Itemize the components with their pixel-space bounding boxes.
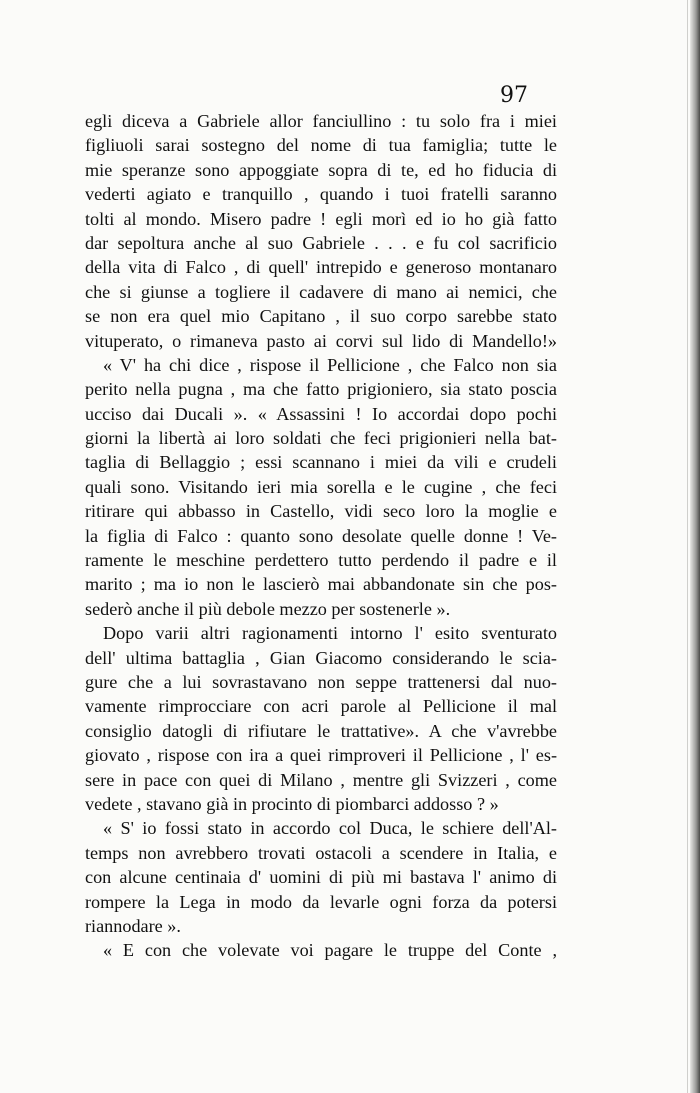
text-line: marito ; ma io non le lascierò mai abbandonate sin che pos- (85, 574, 557, 595)
text-line: ritirare qui abbasso in Castello, vidi seco loro la moglie e (85, 501, 557, 522)
text-line: vedete , stavano già in procinto di piombarci addosso ? » (85, 793, 499, 814)
text-line: dell' ultima battaglia , Gian Giacomo considerando le scia- (85, 647, 557, 668)
text-line: egli diceva a Gabriele allor fanciullino : tu solo fra i miei (85, 111, 557, 131)
text-line: se non era quel mio Capitano , il suo corpo sarebbe stato (85, 306, 557, 327)
text-line: che si giunse a togliere il cadavere di mano ai nemici, che (85, 281, 557, 302)
text-line: vederti agiato e tranquillo , quando i tuoi fratelli saranno (85, 184, 557, 205)
text-line: la figlia di Falco : quanto sono desolate quelle donne ! Ve- (85, 525, 557, 546)
text-line: perito nella pugna , ma che fatto prigioniero, sia stato poscia (85, 379, 557, 400)
text-line: sederò anche il più debole mezzo per sostenerle ». (85, 598, 451, 619)
text-line: giorni la libertà ai loro soldati che feci prigionieri nella bat- (85, 428, 557, 449)
text-line: ramente le meschine perdettero tutto perdendo il padre e il (85, 550, 557, 571)
text-line: gure che a lui sovrastavano non seppe trattenersi dal nuo- (85, 671, 557, 692)
text-line: vituperato, o rimaneva pasto ai corvi sul lido di Mandello!» (85, 330, 557, 351)
text-line: con alcune centinaia d' uomini di più mi bastava l' animo di (85, 867, 557, 888)
text-line: ucciso dai Ducali ». « Assassini ! Io accordai dopo pochi (85, 403, 557, 424)
text-line: temps non avrebbero trovati ostacoli a scendere in Italia, e (85, 842, 557, 863)
text-line: « E con che volevate voi pagare le truppe del Conte , (103, 940, 557, 961)
text-line: vamente rimprocciare con acri parole al Pellicione il mal (85, 696, 557, 717)
text-line: tolti al mondo. Misero padre ! egli morì ed io ho già fatto (85, 208, 557, 229)
text-line: dar sepoltura anche al suo Gabriele . . . e fu col sacrificio (85, 232, 557, 253)
text-line: Dopo varii altri ragionamenti intorno l' esito sventurato (103, 623, 557, 644)
page-edge-line (687, 0, 688, 1093)
text-line: sere in pace con quei di Milano , mentre gli Svizzeri , come (85, 769, 557, 790)
text-line: mie speranze sono appoggiate sopra di te, ed ho fiducia di (85, 159, 557, 180)
text-line: quali sono. Visitando ieri mia sorella e le cugine , che feci (85, 476, 557, 497)
text-line: taglia di Bellaggio ; essi scannano i miei da vili e crudeli (85, 452, 557, 473)
text-line: consiglio datogli di rifiutare le trattative». A che v'avrebbe (85, 720, 557, 741)
text-line: « S' io fossi stato in accordo col Duca, le schiere dell'Al- (103, 818, 557, 839)
page-number: 97 (500, 83, 528, 108)
text-line: rompere la Lega in modo da levarle ogni forza da potersi (85, 891, 557, 912)
body-text (85, 109, 557, 963)
page-edge-shadow (690, 0, 700, 1093)
text-line: giovato , rispose con ira a quei rimproveri il Pellicione , l' es- (85, 745, 557, 766)
text-line: figliuoli sarai sostegno del nome di tua famiglia; tutte le (85, 135, 557, 156)
text-line: « V' ha chi dice , rispose il Pellicione , che Falco non sia (103, 354, 557, 375)
text-line: riannodare ». (85, 915, 181, 936)
text-line: della vita di Falco , di quell' intrepido e generoso montanaro (85, 257, 557, 278)
